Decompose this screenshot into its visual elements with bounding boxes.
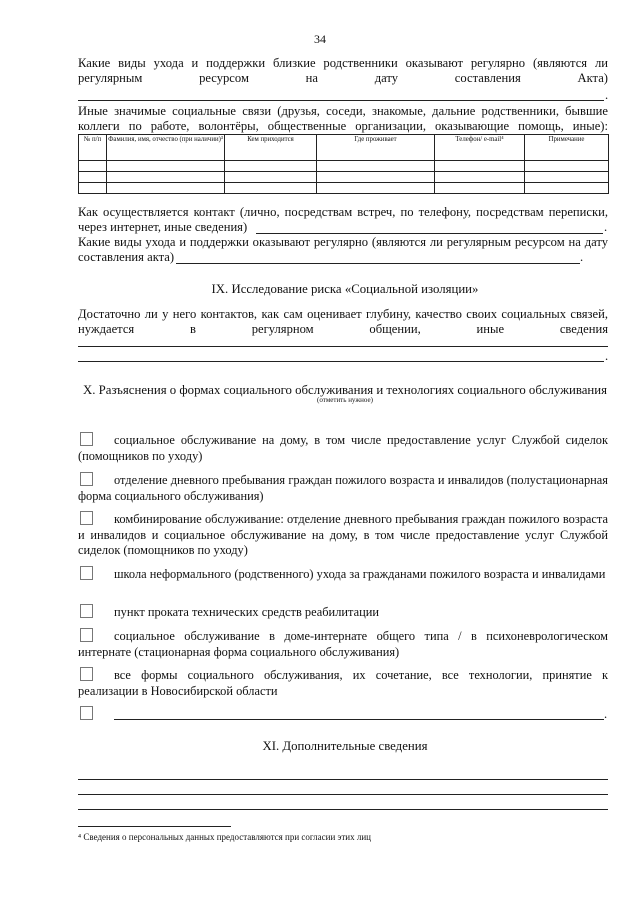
- col-residence-header: Где проживает: [317, 135, 435, 161]
- isolation-answer-line-1[interactable]: [78, 346, 608, 347]
- page-number: 34: [314, 32, 326, 46]
- col-relation-header: Кем приходится: [225, 135, 317, 161]
- support-question-line1: Какие виды ухода и поддержки оказывают регулярно (являются ли регулярным ресурсом на дату: [78, 235, 608, 249]
- option-other-line-end: .: [604, 707, 608, 721]
- support-question-line2: составления акта): [78, 250, 175, 264]
- table-cell[interactable]: [435, 172, 525, 183]
- additional-info-line-1[interactable]: [78, 779, 608, 780]
- section-x-note: (отметить нужное): [317, 396, 373, 404]
- col-number-header: № п/п: [79, 135, 107, 161]
- table-cell[interactable]: [225, 183, 317, 194]
- isolation-question: Достаточно ли у него контактов, как сам оценивает глубину, качество своих социальных связей, нуждается в регулярном общении, иные сведения: [78, 307, 608, 336]
- section-x-title: X. Разъяснения о формах социального обслуживания и технологиях социального обслуживания: [83, 383, 607, 397]
- table-cell[interactable]: [225, 161, 317, 172]
- footnote-separator: [78, 826, 231, 827]
- care-line-end: .: [605, 88, 609, 102]
- col-phone-header: Телефон/ e-mail⁴: [435, 135, 525, 161]
- care-question: Какие виды ухода и поддержки близкие родственники оказывают регулярно (являются ли регулярным ресурсом на дату составления Акта): [78, 56, 608, 85]
- option-other-checkbox[interactable]: [80, 706, 93, 720]
- isolation-answer-line-2[interactable]: [78, 361, 604, 362]
- other-links-question: Иные значимые социальные связи (друзья, соседи, знакомые, дальние родственники, бывшие коллеги по работе, волонтёры, общественные организации, оказывающие помощь, иные):: [78, 104, 608, 133]
- care-answer-line[interactable]: [78, 100, 604, 101]
- contact-question-line2: через интернет, иные сведения): [78, 220, 248, 234]
- col-name-header: Фамилия, имя, отчество (при наличии)³: [107, 135, 225, 161]
- additional-info-line-2[interactable]: [78, 794, 608, 795]
- table-header-row: [79, 135, 609, 161]
- table-cell[interactable]: [107, 161, 225, 172]
- contact-line-end: .: [604, 220, 608, 234]
- contact-answer-line[interactable]: [256, 233, 603, 234]
- table-cell[interactable]: [79, 183, 107, 194]
- option-rehab-rental-label: пункт проката технических средств реабилитации: [114, 605, 379, 619]
- table-cell[interactable]: [317, 161, 435, 172]
- section-xi-title: XI. Дополнительные сведения: [262, 739, 428, 753]
- support-answer-line[interactable]: [176, 263, 580, 264]
- contacts-table: [78, 134, 609, 194]
- table-cell[interactable]: [79, 172, 107, 183]
- option-home-service-label: социальное обслуживание на дому, в том числе предоставление услуг Службой сиделок (помощников по уходу): [78, 433, 608, 463]
- col-note-header: Примечание: [525, 135, 609, 161]
- contact-question-line1: Как осуществляется контакт (лично, посредствам встреч, по телефону, посредствам переписки,: [78, 205, 608, 219]
- option-all-forms-label: все формы социального обслуживания, их сочетание, все технологии, принятие к реализации в Новосибирской области: [78, 668, 608, 698]
- option-informal-care-school-label: школа неформального (родственного) ухода за гражданами пожилого возраста и инвалидами: [114, 567, 606, 581]
- option-residential-label: социальное обслуживание в доме-интернате общего типа / в психоневрологическом интернате (стационарная форма социального обслуживания): [78, 629, 608, 659]
- section-ix-title: IX. Исследование риска «Социальной изоляции»: [211, 282, 479, 296]
- support-line-end: .: [580, 250, 584, 264]
- table-cell[interactable]: [107, 183, 225, 194]
- table-cell[interactable]: [525, 183, 609, 194]
- additional-info-line-3[interactable]: [78, 809, 608, 810]
- table-cell[interactable]: [225, 172, 317, 183]
- footnote-text: ⁴ Сведения о персональных данных предоставляются при согласии этих лиц: [78, 832, 372, 842]
- option-day-care-label: отделение дневного пребывания граждан пожилого возраста и инвалидов (полустационарная форма социального обслуживания): [78, 473, 608, 503]
- table-cell[interactable]: [525, 161, 609, 172]
- table-cell[interactable]: [317, 183, 435, 194]
- table-row: [79, 183, 609, 194]
- table-cell[interactable]: [435, 161, 525, 172]
- table-row: [79, 172, 609, 183]
- table-cell[interactable]: [317, 172, 435, 183]
- table-row: [79, 161, 609, 172]
- isolation-line-end: .: [605, 349, 609, 363]
- table-cell[interactable]: [525, 172, 609, 183]
- table-cell[interactable]: [107, 172, 225, 183]
- option-combined-label: комбинирование обслуживание: отделение дневного пребывания граждан пожилого возраста и инвалидов и социальное обслуживание на дому, в том числе предоставление услуг Службой сиделок (помощников по уходу): [78, 512, 608, 557]
- table-cell[interactable]: [79, 161, 107, 172]
- option-other-line[interactable]: [114, 719, 604, 720]
- table-cell[interactable]: [435, 183, 525, 194]
